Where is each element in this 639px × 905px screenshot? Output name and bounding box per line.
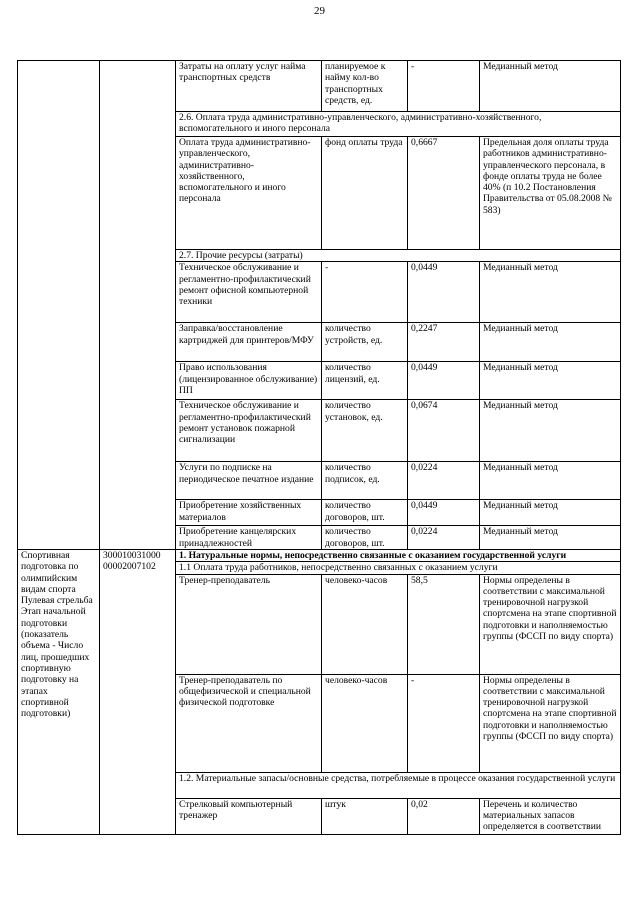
cell-value: 0,0449 xyxy=(408,262,480,323)
section-1-1: 1.1 Оплата труда работников, непосредственно связанных с оказанием услуги xyxy=(176,562,621,574)
cell-name: Право использования (лицензированное обслуживание) ПП xyxy=(176,362,322,400)
cell-value: 58,5 xyxy=(408,574,480,674)
cell-name: Тренер-преподаватель по общефизической и специальной физической подготовке xyxy=(176,674,322,772)
cell-value: 0,0674 xyxy=(408,400,480,462)
cell-name: Приобретение канцелярских принадлежностей xyxy=(176,526,322,550)
cell-method: Медианный метод xyxy=(480,462,621,500)
cell-unit: штук xyxy=(322,798,408,834)
section-1-2: 1.2. Материальные запасы/основные средства, потребляемые в процессе оказания государственной услуги xyxy=(176,772,621,798)
cell-name: Техническое обслуживание и регламентно-профилактический ремонт установок пожарной сигнализации xyxy=(176,400,322,462)
service-name-cell-empty xyxy=(18,61,100,550)
service-code-cell-empty xyxy=(100,61,176,550)
cell-name: Стрелковый компьютерный тренажер xyxy=(176,798,322,834)
cell-value: 0,02 xyxy=(408,798,480,834)
cell-unit: количество установок, ед. xyxy=(322,400,408,462)
cell-name: Оплата труда административно-управленческого, административно-хозяйственного, вспомогательного и иного персонала xyxy=(176,137,322,250)
cell-value: - xyxy=(408,61,480,112)
cell-unit: количество лицензий, ед. xyxy=(322,362,408,400)
cell-unit: человеко-часов xyxy=(322,574,408,674)
cell-unit: количество устройств, ед. xyxy=(322,323,408,362)
cell-method: Предельная доля оплаты труда работников административно-управленческого персонала, в фонде оплаты труда не более 40% (п 10.2 Постановления Правительства от 05.08.2008 № 583) xyxy=(480,137,621,250)
norms-table xyxy=(17,60,621,550)
cell-method: Нормы определены в соответствии с максимальной тренировочной нагрузкой спортсмена на этапе спортивной подготовки и наполняемостью группы (ФССП по виду спорта) xyxy=(480,674,621,772)
cell-method: Медианный метод xyxy=(480,323,621,362)
cell-method: Медианный метод xyxy=(480,400,621,462)
table-row xyxy=(18,61,621,112)
section-2-7: 2.7. Прочие ресурсы (затраты) xyxy=(176,250,621,262)
cell-unit: планируемое к найму кол-во транспортных средств, ед. xyxy=(322,61,408,112)
page-number: 29 xyxy=(314,5,325,17)
section-row xyxy=(18,550,621,562)
cell-method: Медианный метод xyxy=(480,61,621,112)
cell-unit: количество договоров, шт. xyxy=(322,500,408,526)
cell-unit: - xyxy=(322,262,408,323)
cell-value: 0,0224 xyxy=(408,462,480,500)
cell-value: 0,0449 xyxy=(408,362,480,400)
cell-name: Услуги по подписке на периодическое печатное издание xyxy=(176,462,322,500)
cell-value: - xyxy=(408,674,480,772)
service-code: 300010031000 00002007102 xyxy=(100,550,176,835)
cell-unit: количество договоров, шт. xyxy=(322,526,408,550)
cell-method: Нормы определены в соответствии с максимальной тренировочной нагрузкой спортсмена на этапе спортивной подготовки и наполняемостью группы (ФССП по виду спорта) xyxy=(480,574,621,674)
cell-name: Тренер-преподаватель xyxy=(176,574,322,674)
cell-value: 0,0449 xyxy=(408,500,480,526)
cell-method: Медианный метод xyxy=(480,500,621,526)
cell-method: Медианный метод xyxy=(480,362,621,400)
service-table xyxy=(17,549,621,835)
cell-name: Приобретение хозяйственных материалов xyxy=(176,500,322,526)
cell-value: 0,0224 xyxy=(408,526,480,550)
section-2-6: 2.6. Оплата труда административно-управленческого, административно-хозяйственного, вспомогательного и иного персонала xyxy=(176,112,621,137)
cell-unit: фонд оплаты труда xyxy=(322,137,408,250)
service-name: Спортивная подготовка по олимпийским видам спорта Пулевая стрельба Этап начальной подготовки (показатель объема - Число лиц, прошедших спортивную подготовку на этапах спортивной подготовки) xyxy=(18,550,100,835)
section-1: 1. Натуральные нормы, непосредственно связанные с оказанием государственной услуги xyxy=(176,550,621,562)
cell-method: Медианный метод xyxy=(480,526,621,550)
cell-name: Заправка/восстановление картриджей для принтеров/МФУ xyxy=(176,323,322,362)
cell-method: Перечень и количество материальных запасов определяется в соответствии xyxy=(480,798,621,834)
cell-method: Медианный метод xyxy=(480,262,621,323)
cell-value: 0,6667 xyxy=(408,137,480,250)
cell-name: Техническое обслуживание и регламентно-профилактический ремонт офисной компьютерной техники xyxy=(176,262,322,323)
cell-value: 0,2247 xyxy=(408,323,480,362)
cell-name: Затраты на оплату услуг найма транспортных средств xyxy=(176,61,322,112)
cell-unit: количество подписок, ед. xyxy=(322,462,408,500)
cell-unit: человеко-часов xyxy=(322,674,408,772)
